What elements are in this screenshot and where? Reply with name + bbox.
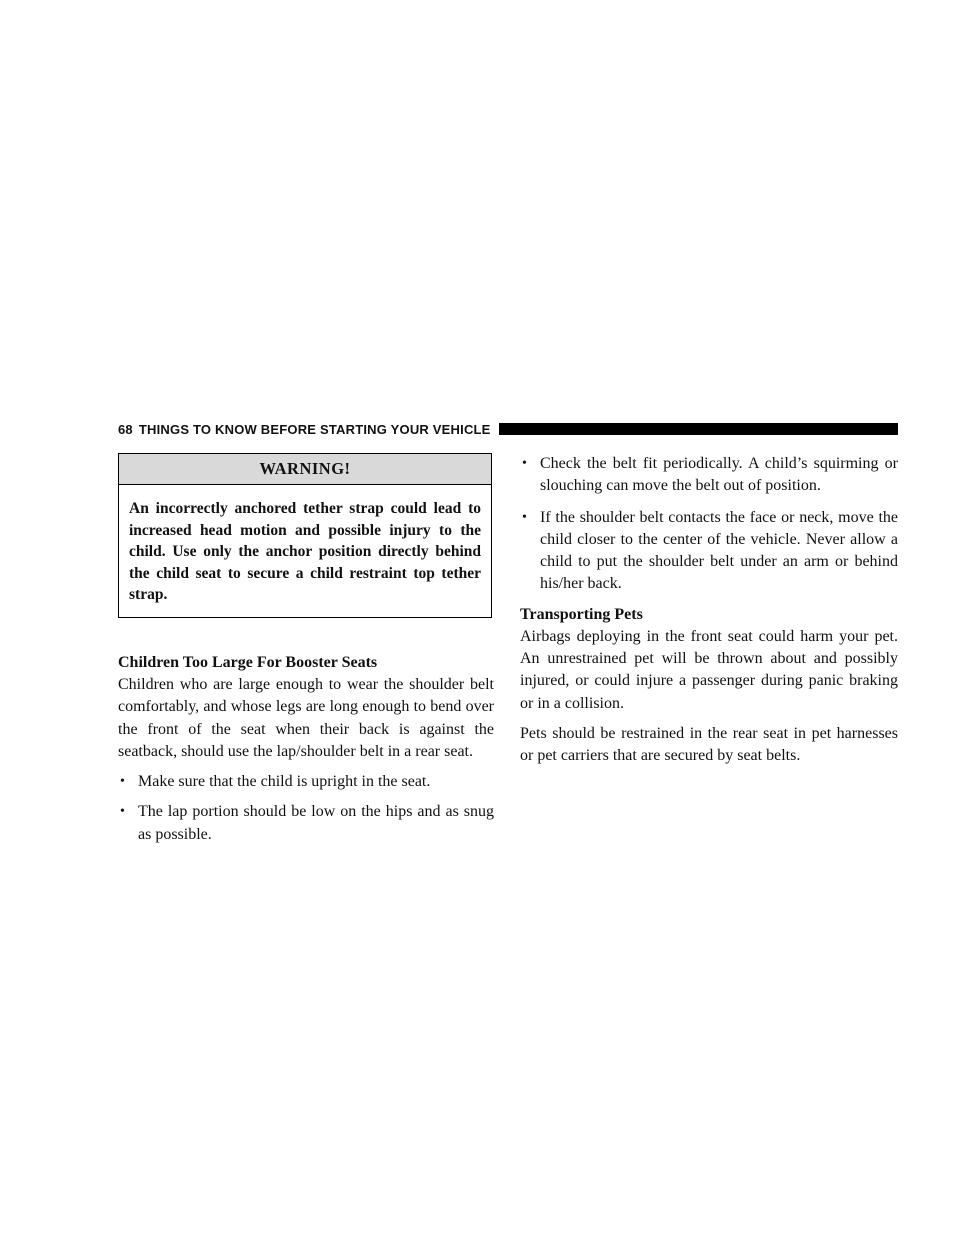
bullet-icon: • <box>522 456 527 471</box>
pets-paragraph-2: Pets should be restrained in the rear seat in pet harnesses or pet carriers that are secured by seat belts. <box>520 724 898 765</box>
booster-heading: Children Too Large For Booster Seats <box>118 653 378 671</box>
belt-fit-bullet-list <box>520 453 898 596</box>
bullet-text: Check the belt fit periodically. A child’s squirming or slouching can move the belt out of position. <box>540 455 898 495</box>
bullet-icon: • <box>120 774 125 790</box>
bullet-icon: • <box>522 509 527 525</box>
list-item <box>118 801 494 846</box>
list-item <box>520 507 898 596</box>
right-column <box>520 453 898 768</box>
section-title: THINGS TO KNOW BEFORE STARTING YOUR VEHICLE <box>138 421 491 437</box>
bullet-text: Make sure that the child is upright in the seat. <box>138 773 431 791</box>
header-rule <box>499 423 898 435</box>
booster-paragraph: Children who are large enough to wear the shoulder belt comfortably, and whose legs are long enough to bend over the front of the seat when their back is against the seatback, should use the lap/shoulder belt in a rear seat. <box>118 675 494 760</box>
warning-title: WARNING! <box>119 454 491 485</box>
bullet-text: The lap portion should be low on the hips and as snug as possible. <box>138 803 494 843</box>
page-number: 68 <box>118 421 133 437</box>
list-item <box>118 771 494 793</box>
bullet-text: If the shoulder belt contacts the face or neck, move the child closer to the center of the vehicle. Never allow a child to put the shoulder belt under an arm or behind his/her back. <box>540 508 898 593</box>
warning-text: An incorrectly anchored tether strap could lead to increased head motion and possible injury to the child. Use only the anchor position directly behind the child seat to secure a child restraint top tether strap. <box>129 500 481 604</box>
booster-bullet-list <box>118 771 494 846</box>
left-column <box>118 453 494 846</box>
pets-paragraph-1: Airbags deploying in the front seat could harm your pet. An unrestrained pet will be thrown about and possibly injured, or could injure a passenger during panic braking or in a collision. <box>520 627 898 712</box>
running-header <box>118 419 898 439</box>
warning-box <box>118 453 492 618</box>
list-item <box>520 453 898 498</box>
bullet-icon: • <box>120 804 125 820</box>
pets-heading: Transporting Pets <box>520 605 643 623</box>
